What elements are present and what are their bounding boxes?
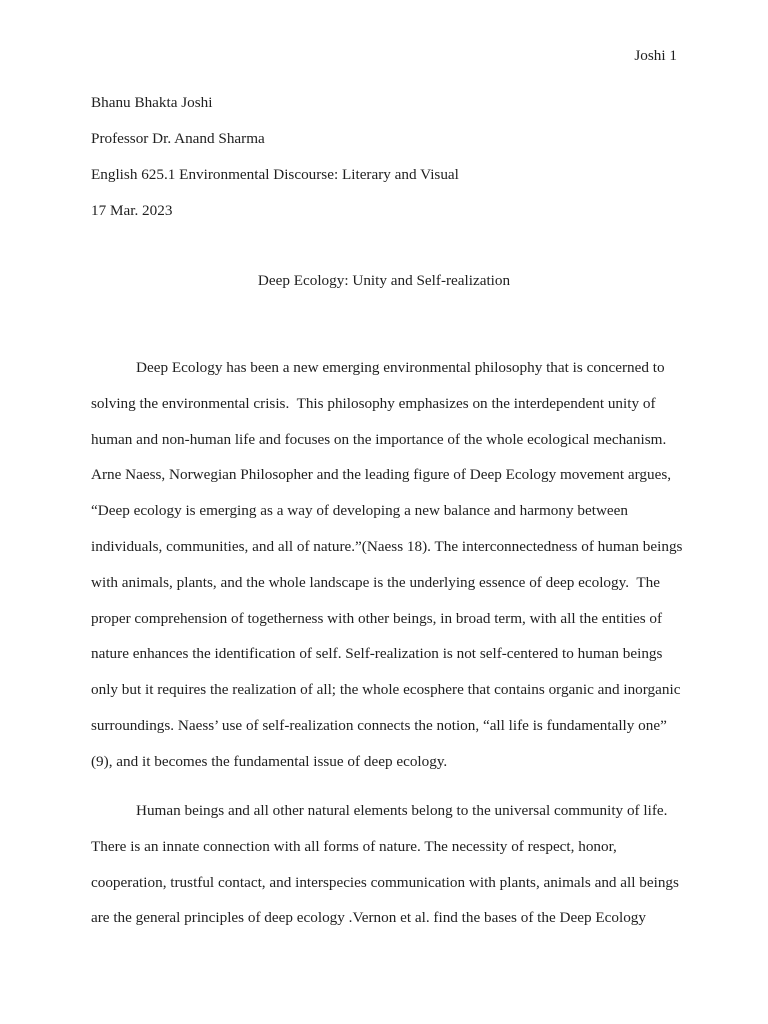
paragraph-line: human and non-human life and focuses on the importance of the whole ecological mechanism. (91, 430, 667, 448)
paragraph-line: Human beings and all other natural elements belong to the universal community of life. (136, 802, 668, 819)
heading-author: Bhanu Bhakta Joshi (91, 94, 213, 111)
paragraph-line: nature enhances the identification of self. Self-realization is not self-centered to human beings (91, 645, 663, 663)
running-header-page-number: Joshi 1 (634, 47, 677, 64)
paragraph-line: with animals, plants, and the whole landscape is the underlying essence of deep ecology. The (91, 573, 660, 591)
paragraph-line: Deep Ecology has been a new emerging environmental philosophy that is concerned to (136, 359, 665, 376)
paragraph-2 (91, 802, 681, 945)
paragraph-line: only but it requires the realization of all; the whole ecosphere that contains organic and inorganic (91, 681, 681, 699)
heading-date: 17 Mar. 2023 (91, 202, 173, 219)
paragraph-line: There is an innate connection with all forms of nature. The necessity of respect, honor, (91, 837, 617, 855)
paragraph-line: (9), and it becomes the fundamental issue of deep ecology. (91, 752, 448, 770)
paragraph-1 (91, 359, 681, 789)
paragraph-line: are the general principles of deep ecology .Vernon et al. find the bases of the Deep Ecology (91, 909, 646, 927)
paragraph-line: surroundings. Naess’ use of self-realization connects the notion, “all life is fundamentally one” (91, 716, 667, 734)
paragraph-line: individuals, communities, and all of nature.”(Naess 18). The interconnectedness of human beings (91, 537, 683, 555)
paragraph-line: “Deep ecology is emerging as a way of developing a new balance and harmony between (91, 502, 628, 520)
paragraph-line: cooperation, trustful contact, and interspecies communication with plants, animals and all beings (91, 873, 679, 891)
heading-instructor: Professor Dr. Anand Sharma (91, 130, 265, 147)
paragraph-line: proper comprehension of togetherness with other beings, in broad term, with all the entities of (91, 609, 663, 627)
paragraph-line: solving the environmental crisis. This philosophy emphasizes on the interdependent unity of (91, 394, 656, 412)
mla-heading (91, 94, 681, 238)
paragraph-line: Arne Naess, Norwegian Philosopher and the leading figure of Deep Ecology movement argues, (91, 466, 672, 484)
essay-title: Deep Ecology: Unity and Self-realization (257, 272, 511, 289)
heading-course: English 625.1 Environmental Discourse: Literary and Visual (91, 166, 459, 183)
